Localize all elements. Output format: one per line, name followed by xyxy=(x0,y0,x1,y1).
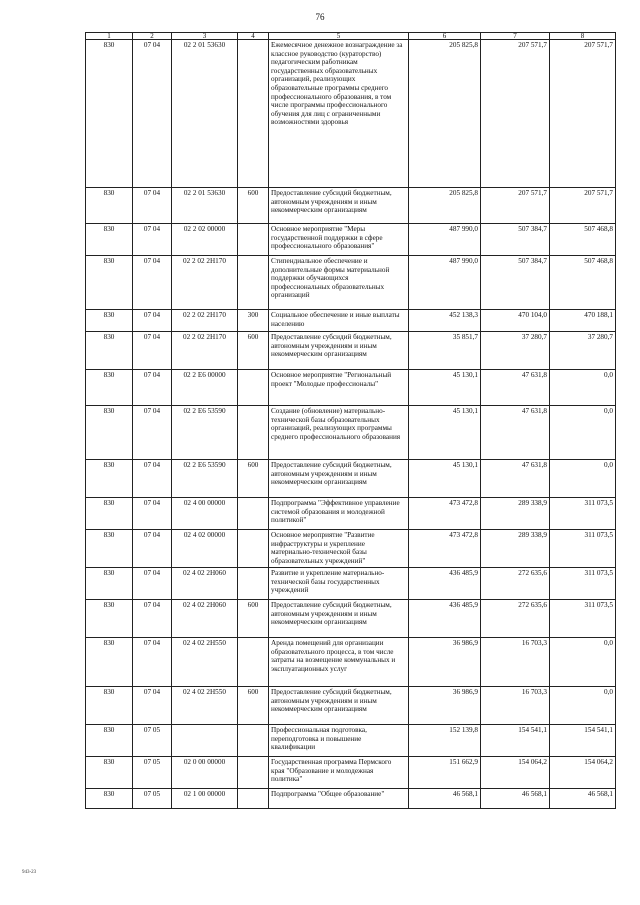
amount-col7-cell: 47 631,8 xyxy=(481,406,550,460)
amount-col7-cell: 507 384,7 xyxy=(481,224,550,256)
description-cell: Развитие и укрепление материально-технической базы государственных учреждений xyxy=(269,568,409,600)
amount-col6-cell: 45 130,1 xyxy=(409,406,481,460)
expense-type-code-cell xyxy=(238,224,269,256)
expense-type-code-cell: 600 xyxy=(238,332,269,370)
section-code-cell: 07 04 xyxy=(133,40,172,188)
rzpr-code-cell: 830 xyxy=(86,757,133,789)
amount-col8-cell: 507 468,8 xyxy=(550,224,616,256)
description-cell: Основное мероприятие "Региональный проект "Молодые профессионалы" xyxy=(269,370,409,406)
amount-col8-cell: 0,0 xyxy=(550,370,616,406)
amount-col6-cell: 452 138,3 xyxy=(409,310,481,332)
rzpr-code-cell: 830 xyxy=(86,310,133,332)
rzpr-code-cell: 830 xyxy=(86,638,133,687)
table-row xyxy=(86,370,616,406)
header-row xyxy=(86,33,616,40)
target-article-code-cell: 02 0 00 00000 xyxy=(172,757,238,789)
rzpr-code-cell: 830 xyxy=(86,332,133,370)
amount-col8-cell: 46 568,1 xyxy=(550,789,616,809)
amount-col6-cell: 473 472,8 xyxy=(409,530,481,568)
table-row xyxy=(86,224,616,256)
section-code-cell: 07 04 xyxy=(133,370,172,406)
table-row xyxy=(86,530,616,568)
amount-col6-cell: 36 986,9 xyxy=(409,638,481,687)
amount-col7-cell: 47 631,8 xyxy=(481,370,550,406)
amount-col7-cell: 46 568,1 xyxy=(481,789,550,809)
amount-col8-cell: 507 468,8 xyxy=(550,256,616,310)
expense-type-code-cell: 600 xyxy=(238,687,269,725)
description-cell: Подпрограмма "Эффективное управление системой образования и молодежной политикой" xyxy=(269,498,409,530)
amount-col7-cell: 16 703,3 xyxy=(481,638,550,687)
expense-type-code-cell xyxy=(238,757,269,789)
amount-col7-cell: 37 280,7 xyxy=(481,332,550,370)
amount-col6-cell: 436 485,9 xyxy=(409,568,481,600)
section-code-cell: 07 05 xyxy=(133,757,172,789)
col-header-3: 3 xyxy=(172,33,238,40)
expense-type-code-cell xyxy=(238,498,269,530)
description-cell: Подпрограмма "Общее образование" xyxy=(269,789,409,809)
description-cell: Основное мероприятие "Развитие инфраструктуры и укрепление материально-технической базы образовательных учреждений" xyxy=(269,530,409,568)
table-row xyxy=(86,638,616,687)
description-cell: Профессиональная подготовка, переподготовка и повышение квалификации xyxy=(269,725,409,757)
amount-col6-cell: 46 568,1 xyxy=(409,789,481,809)
table-row xyxy=(86,460,616,498)
amount-col6-cell: 45 130,1 xyxy=(409,370,481,406)
page-number: 76 xyxy=(315,12,325,22)
table-row xyxy=(86,332,616,370)
section-code-cell: 07 04 xyxy=(133,406,172,460)
target-article-code-cell: 02 2 01 53630 xyxy=(172,40,238,188)
section-code-cell: 07 04 xyxy=(133,332,172,370)
description-cell: Ежемесячное денежное вознаграждение за классное руководство (кураторство) педагогическим работникам государственных образовательных организаций, реализующих образовательные программы среднего профессионального образования, в том числе программы профессионального обучения для лиц с ограниченными возможностями здоровья xyxy=(269,40,409,188)
amount-col6-cell: 35 851,7 xyxy=(409,332,481,370)
amount-col8-cell: 0,0 xyxy=(550,687,616,725)
amount-col8-cell: 311 073,5 xyxy=(550,530,616,568)
table-row xyxy=(86,40,616,188)
target-article-code-cell: 02 2 Е6 00000 xyxy=(172,370,238,406)
amount-col8-cell: 0,0 xyxy=(550,406,616,460)
amount-col7-cell: 47 631,8 xyxy=(481,460,550,498)
expense-type-code-cell xyxy=(238,568,269,600)
expense-type-code-cell xyxy=(238,40,269,188)
amount-col8-cell: 154 541,1 xyxy=(550,725,616,757)
target-article-code-cell: 02 2 02 2Н170 xyxy=(172,256,238,310)
amount-col6-cell: 473 472,8 xyxy=(409,498,481,530)
expense-type-code-cell xyxy=(238,638,269,687)
rzpr-code-cell: 830 xyxy=(86,256,133,310)
amount-col7-cell: 154 064,2 xyxy=(481,757,550,789)
table-row xyxy=(86,600,616,638)
amount-col7-cell: 207 571,7 xyxy=(481,188,550,224)
description-cell: Предоставление субсидий бюджетным, автономным учреждениям и иным некоммерческим организациям xyxy=(269,600,409,638)
description-cell: Предоставление субсидий бюджетным, автономным учреждениям и иным некоммерческим организациям xyxy=(269,460,409,498)
amount-col8-cell: 311 073,5 xyxy=(550,600,616,638)
target-article-code-cell: 02 4 02 2Н060 xyxy=(172,600,238,638)
expense-type-code-cell: 600 xyxy=(238,600,269,638)
expense-type-code-cell: 600 xyxy=(238,460,269,498)
section-code-cell: 07 04 xyxy=(133,256,172,310)
target-article-code-cell: 02 2 02 00000 xyxy=(172,224,238,256)
document-code: 943-23 xyxy=(22,870,37,875)
rzpr-code-cell: 830 xyxy=(86,40,133,188)
description-cell: Предоставление субсидий бюджетным, автономным учреждениям и иным некоммерческим организациям xyxy=(269,687,409,725)
amount-col8-cell: 0,0 xyxy=(550,460,616,498)
rzpr-code-cell: 830 xyxy=(86,600,133,638)
rzpr-code-cell: 830 xyxy=(86,460,133,498)
target-article-code-cell: 02 4 02 2Н060 xyxy=(172,568,238,600)
rzpr-code-cell: 830 xyxy=(86,188,133,224)
amount-col7-cell: 16 703,3 xyxy=(481,687,550,725)
target-article-code-cell: 02 2 01 53630 xyxy=(172,188,238,224)
rzpr-code-cell: 830 xyxy=(86,406,133,460)
target-article-code-cell: 02 2 02 2Н170 xyxy=(172,310,238,332)
rzpr-code-cell: 830 xyxy=(86,224,133,256)
rzpr-code-cell: 830 xyxy=(86,568,133,600)
amount-col6-cell: 151 662,9 xyxy=(409,757,481,789)
col-header-7: 7 xyxy=(481,33,550,40)
amount-col8-cell: 154 064,2 xyxy=(550,757,616,789)
col-header-1: 1 xyxy=(86,33,133,40)
table-row xyxy=(86,188,616,224)
col-header-8: 8 xyxy=(550,33,616,40)
section-code-cell: 07 04 xyxy=(133,687,172,725)
section-code-cell: 07 04 xyxy=(133,310,172,332)
expense-type-code-cell: 600 xyxy=(238,188,269,224)
amount-col8-cell: 311 073,5 xyxy=(550,568,616,600)
expense-type-code-cell xyxy=(238,530,269,568)
table-row xyxy=(86,498,616,530)
col-header-4: 4 xyxy=(238,33,269,40)
section-code-cell: 07 05 xyxy=(133,725,172,757)
amount-col7-cell: 289 338,9 xyxy=(481,498,550,530)
table-row xyxy=(86,789,616,809)
amount-col8-cell: 311 073,5 xyxy=(550,498,616,530)
amount-col6-cell: 45 130,1 xyxy=(409,460,481,498)
amount-col8-cell: 470 188,1 xyxy=(550,310,616,332)
amount-col6-cell: 487 990,0 xyxy=(409,256,481,310)
description-cell: Стипендиальное обеспечение и дополнительные формы материальной поддержки обучающихся профессиональных образовательных организаций xyxy=(269,256,409,310)
budget-table xyxy=(85,32,616,809)
expense-type-code-cell: 300 xyxy=(238,310,269,332)
target-article-code-cell: 02 4 00 00000 xyxy=(172,498,238,530)
section-code-cell: 07 04 xyxy=(133,600,172,638)
expense-type-code-cell xyxy=(238,725,269,757)
amount-col7-cell: 507 384,7 xyxy=(481,256,550,310)
target-article-code-cell: 02 4 02 2Н550 xyxy=(172,638,238,687)
description-cell: Социальное обеспечение и иные выплаты населению xyxy=(269,310,409,332)
section-code-cell: 07 04 xyxy=(133,498,172,530)
expense-type-code-cell xyxy=(238,406,269,460)
section-code-cell: 07 04 xyxy=(133,224,172,256)
expense-type-code-cell xyxy=(238,789,269,809)
amount-col7-cell: 272 635,6 xyxy=(481,568,550,600)
section-code-cell: 07 04 xyxy=(133,530,172,568)
amount-col7-cell: 289 338,9 xyxy=(481,530,550,568)
section-code-cell: 07 04 xyxy=(133,188,172,224)
rzpr-code-cell: 830 xyxy=(86,498,133,530)
section-code-cell: 07 04 xyxy=(133,638,172,687)
target-article-code-cell: 02 2 Е6 53590 xyxy=(172,406,238,460)
amount-col7-cell: 470 104,0 xyxy=(481,310,550,332)
amount-col6-cell: 36 986,9 xyxy=(409,687,481,725)
col-header-6: 6 xyxy=(409,33,481,40)
table-row xyxy=(86,725,616,757)
amount-col8-cell: 37 280,7 xyxy=(550,332,616,370)
table-row xyxy=(86,406,616,460)
table-row xyxy=(86,757,616,789)
table-row xyxy=(86,687,616,725)
amount-col6-cell: 205 825,8 xyxy=(409,188,481,224)
rzpr-code-cell: 830 xyxy=(86,370,133,406)
col-header-2: 2 xyxy=(133,33,172,40)
table-row xyxy=(86,310,616,332)
rzpr-code-cell: 830 xyxy=(86,789,133,809)
rzpr-code-cell: 830 xyxy=(86,725,133,757)
amount-col6-cell: 436 485,9 xyxy=(409,600,481,638)
description-cell: Государственная программа Пермского края "Образование и молодежная политика" xyxy=(269,757,409,789)
target-article-code-cell: 02 1 00 00000 xyxy=(172,789,238,809)
target-article-code-cell: 02 4 02 2Н550 xyxy=(172,687,238,725)
rzpr-code-cell: 830 xyxy=(86,530,133,568)
description-cell: Предоставление субсидий бюджетным, автономным учреждениям и иным некоммерческим организациям xyxy=(269,332,409,370)
table-row xyxy=(86,256,616,310)
target-article-code-cell: 02 4 02 00000 xyxy=(172,530,238,568)
amount-col7-cell: 272 635,6 xyxy=(481,600,550,638)
expense-type-code-cell xyxy=(238,256,269,310)
target-article-code-cell xyxy=(172,725,238,757)
description-cell: Создание (обновление) материально-технической базы образовательных организаций, реализующих программы среднего профессионального образования xyxy=(269,406,409,460)
section-code-cell: 07 04 xyxy=(133,568,172,600)
target-article-code-cell: 02 2 Е6 53590 xyxy=(172,460,238,498)
col-header-5: 5 xyxy=(269,33,409,40)
table-row xyxy=(86,568,616,600)
section-code-cell: 07 05 xyxy=(133,789,172,809)
target-article-code-cell: 02 2 02 2Н170 xyxy=(172,332,238,370)
amount-col8-cell: 207 571,7 xyxy=(550,188,616,224)
amount-col8-cell: 207 571,7 xyxy=(550,40,616,188)
description-cell: Аренда помещений для организации образовательного процесса, в том числе затраты на возмещение коммунальных и эксплуатационных услуг xyxy=(269,638,409,687)
description-cell: Предоставление субсидий бюджетным, автономным учреждениям и иным некоммерческим организациям xyxy=(269,188,409,224)
amount-col6-cell: 205 825,8 xyxy=(409,40,481,188)
amount-col6-cell: 152 139,8 xyxy=(409,725,481,757)
amount-col8-cell: 0,0 xyxy=(550,638,616,687)
rzpr-code-cell: 830 xyxy=(86,687,133,725)
table-body xyxy=(86,40,616,809)
amount-col7-cell: 207 571,7 xyxy=(481,40,550,188)
expense-type-code-cell xyxy=(238,370,269,406)
amount-col6-cell: 487 990,0 xyxy=(409,224,481,256)
description-cell: Основное мероприятие "Меры государственной поддержки в сфере профессионального образования" xyxy=(269,224,409,256)
section-code-cell: 07 04 xyxy=(133,460,172,498)
amount-col7-cell: 154 541,1 xyxy=(481,725,550,757)
